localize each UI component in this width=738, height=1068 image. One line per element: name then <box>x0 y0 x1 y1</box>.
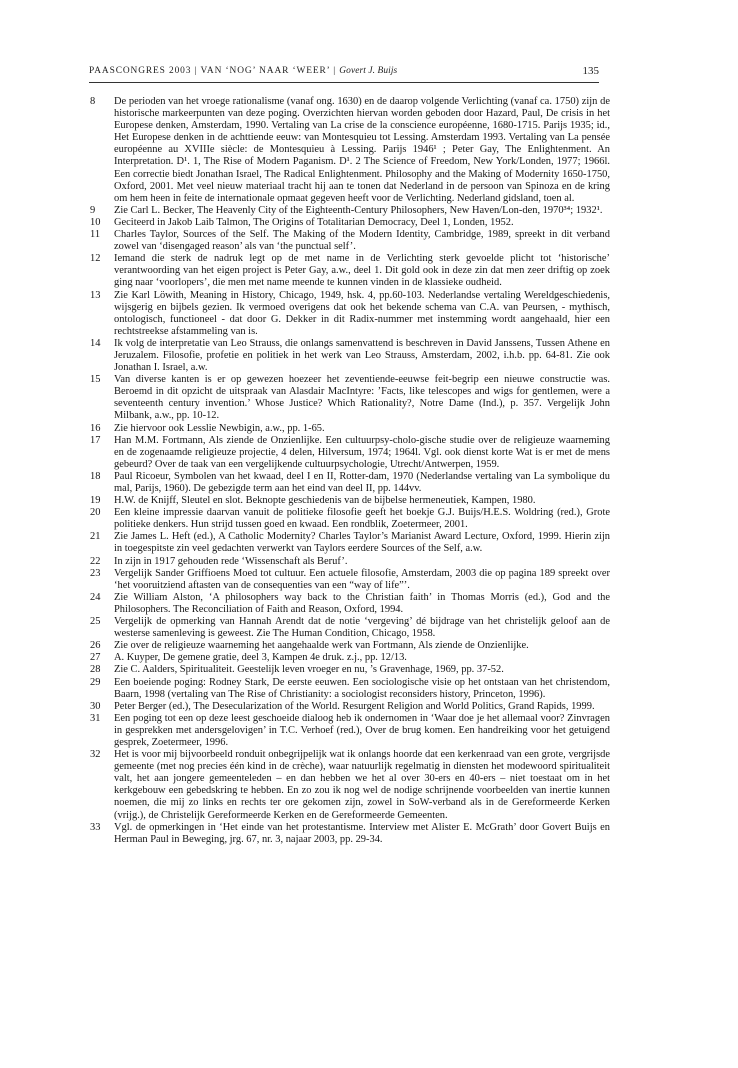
endnote-text: In zijn in 1917 gehouden rede ‘Wissenschaft als Beruf’. <box>114 555 348 567</box>
endnote-text: Han M.M. Fortmann, Als ziende de Onzienlijke. Een cultuurpsy-cholo-gische studie over de religieuze waarneming en de zogenaamde religieuze projectie, 4 delen, Hilversum, 1974; 1964l. Vgl. ook dienst korte Wat is er met de mens gebeurd? Over de taak van een vergelijkende cultuurpsychologie, Utrecht/Antwerpen, 1959. <box>114 434 610 470</box>
endnote <box>90 423 610 435</box>
endnote-text: Zie over de religieuze waarneming het aangehaalde werk van Fortmann, Als ziende de Onzienlijke. <box>114 640 529 652</box>
endnote-number: 18 <box>90 470 101 482</box>
endnote-text: Het is voor mij bijvoorbeeld ronduit onbegrijpelijk wat ik onlangs hoorde dat een kerkenraad van een grote, vergrijsde gemeente (met nog precies één kind in de crèche), waar natuurlijk regelmatig in diensten het modewoord spiritualiteit valt, het aan jongere gemeenteleden – en dan hebben we het al over 30-ers en 40-ers – niet toestaat om in het kerkgebouw een gebedskring te hebben. En zo zou ik nog wel de nodige schrijnende voorbeelden van inertie kunnen noemen, die mij zo links en rechts ter ore gekomen zijn, zowel in SoW-verband als in de Gereformeerde Kerken (vrijg.), de Christelijk Gereformeerde Kerken en de Gereformeerde Gemeenten. <box>114 749 610 821</box>
endnote-number: 25 <box>90 616 101 628</box>
endnote <box>90 713 610 749</box>
endnote-text: Paul Ricoeur, Symbolen van het kwaad, deel I en II, Rotter-dam, 1970 (Nederlandse vertaling van La symbolique du mal, Parijs, 1960). De gebezigde term aan het eind van deel II, pp. 144vv. <box>114 470 610 494</box>
endnote-text: Zie Carl L. Becker, The Heavenly City of the Eighteenth-Century Philosophers, New Haven/Lon-den, 1970³⁴; 1932¹. <box>114 204 603 216</box>
endnote-number: 12 <box>90 253 101 265</box>
endnote-text: Een boeiende poging: Rodney Stark, De eerste eeuwen. Een sociologische visie op het ontstaan van het christendom, Baarn, 1998 (vertaling van The Rise of Christianity: a sociologist reconsiders history, Princeton, 1996). <box>114 676 610 700</box>
running-header <box>89 66 599 82</box>
endnote-text: Zie C. Aalders, Spiritualiteit. Geestelijk leven vroeger en nu, ’s Gravenhage, 1969, pp. 37-52. <box>114 664 504 676</box>
endnote-number: 26 <box>90 640 101 652</box>
endnote-number: 11 <box>90 229 101 241</box>
endnote-number: 22 <box>90 555 101 567</box>
endnote <box>90 749 610 822</box>
endnote-number: 17 <box>90 434 101 446</box>
endnote-number: 32 <box>90 749 101 761</box>
endnote-text: Vergelijk de opmerking van Hannah Arendt dat de notie ‘vergeving’ dé bijdrage van het christelijk geloof aan de westerse samenleving is geweest. Zie The Human Condition, Chicago, 1958. <box>114 616 610 640</box>
endnote <box>90 616 610 640</box>
endnote-number: 19 <box>90 495 101 507</box>
endnote-number: 28 <box>90 664 101 676</box>
endnote-text: Een kleine impressie daarvan vanuit de politieke filosofie geeft het boekje G.J. Buijs/H.E.S. Woldring (red.), Grote politieke denkers. Hun strijd tussen goed en kwaad. Een rondblik, Zoetermeer, 2001. <box>114 507 610 531</box>
endnote-number: 29 <box>90 676 101 688</box>
endnote-number: 15 <box>90 374 101 386</box>
endnote <box>90 290 610 338</box>
endnote-text: Zie Karl Löwith, Meaning in History, Chicago, 1949, hsk. 4, pp.60-103. Nederlandse vertaling Wereldgeschiedenis, wijsgerig en bijbels gezien. Ik vermoed overigens dat ook het bekende schema van C.A. van Peursen, - mythisch, ontologisch, functioneel - dat door G. Dekker in dit Radix-nummer met instemming wordt aangehaald, hier een rechtstreekse afstammeling van is. <box>114 289 610 337</box>
endnote-text: A. Kuyper, De gemene gratie, deel 3, Kampen 4e druk. z.j., pp. 12/13. <box>114 652 407 664</box>
endnote-number: 13 <box>90 289 101 301</box>
endnote-number: 9 <box>90 204 96 216</box>
endnote-number: 23 <box>90 567 101 579</box>
endnote <box>90 338 610 374</box>
endnote <box>90 592 610 616</box>
endnote-text: Zie James L. Heft (ed.), A Catholic Modernity? Charles Taylor’s Marianist Award Lecture, Oxford, 1999. Hierin zijn in toegespitste zin veel gedachten verwerkt van Taylors eerdere Sources of the Self, a.w. <box>114 531 610 555</box>
endnote <box>90 374 610 422</box>
running-title: PAASCONGRES 2003 | VAN ‘NOG’ NAAR ‘WEER’ | <box>89 66 337 76</box>
endnote <box>90 652 610 664</box>
endnote <box>90 205 610 217</box>
endnote <box>90 822 610 846</box>
endnotes-list <box>90 96 610 846</box>
endnote <box>90 495 610 507</box>
endnote-text: Geciteerd in Jakob Laib Talmon, The Origins of Totalitarian Democracy, Deel 1, Londen, 1952. <box>114 216 514 228</box>
endnote <box>90 253 610 289</box>
header-rule <box>89 82 599 83</box>
endnote-number: 33 <box>90 821 101 833</box>
endnote-text: Zie William Alston, ‘A philosophers way back to the Christian faith’ in Thomas Morris (ed.), God and the Philosophers. The Reconciliation of Faith and Reason, Oxford, 1994. <box>114 591 610 615</box>
endnote <box>90 507 610 531</box>
endnote <box>90 556 610 568</box>
endnote-text: Ik volg de interpretatie van Leo Strauss, die onlangs samenvattend is beschreven in David Janssens, Tussen Athene en Jeruzalem. Filosofie, profetie en politiek in het werk van Leo Strauss, Amsterdam, 2002, i.h.b. pp. 64-81. Zie ook Jonathan I. Israel, a.w. <box>114 337 610 374</box>
header-title-line <box>89 66 397 76</box>
endnote <box>90 568 610 592</box>
endnote <box>90 531 610 555</box>
endnote-text: Iemand die sterk de nadruk legt op de met name in de Verlichting sterk gevoelde plicht tot ‘historische’ verantwoording van het eigen project is Peter Gay, a.w., deel 1. Dit gold ook in deze zin dat men zeer driftig op zoek ging naar ‘voorlopers’, die men met name meende te kunnen vinden in de klassieke oudheid. <box>114 253 610 289</box>
endnote-text: Een poging tot een op deze leest geschoeide dialoog heb ik ondernomen in ‘Waar doe je het allemaal voor? Zinvragen in gesprekken met andersgelovigen’ in T.C. Verhoef (red.), Over de brug komen. Een handreiking voor het getuigend gesprek, Zoetermeer, 1996. <box>114 712 610 748</box>
endnote-text: De perioden van het vroege rationalisme (vanaf ong. 1630) en de daarop volgende Verlichting (vanaf ca. 1750) zijn de historische markeerpunten van deze poging. Overzichten hiervan worden geboden door Hazard, Paul, De crisis in het Europese denken, Amsterdam, 1990. Vertaling van La crise de la conscience européenne, 1680-1715. Parijs 1935; id., Het Europese denken in de achttiende eeuw: van Montesquieu tot Lessing. Amsterdam 1993. Vertaling van La pensée européenne au XVIIIe siècle: de Montesquieu à Lessing. Parijs 1946¹ ; Peter Gay, The Enlightenment. An Interpretation. D¹. 1, The Rise of Modern Paganism. D¹. 2 The Science of Freedom, New York/Londen, 1977; 1966l. Een correctie biedt Jonathan Israel, The Radical Enlightenment. Philosophy and the Making of Modernity 1650-1750, Oxford, 2001. Met veel nieuw materiaal tracht hij aan te tonen dat Nederland in de persoon van Spinoza en de kring om hem heen in feite de internationale opmaat gegeven heeft voor de Verlichting. Nederland gidsland, toen al. <box>114 96 610 204</box>
endnote-number: 8 <box>90 96 96 107</box>
endnote-number: 20 <box>90 507 101 519</box>
endnote-text: Zie hiervoor ook Lesslie Newbigin, a.w., pp. 1-65. <box>114 422 325 434</box>
endnote <box>90 217 610 229</box>
endnote-number: 21 <box>90 531 101 543</box>
endnote-number: 27 <box>90 652 101 664</box>
endnote <box>90 677 610 701</box>
endnote-text: Van diverse kanten is er op gewezen hoezeer het zeventiende-eeuwse feit-begrip een nieuwe constructie was. Beroemd in dit opzicht de uitspraak van Alasdair MacIntyre: ’Facts, like telescopes and wigs for gentlemen, were a seventeenth century invention.’ Whose Justice? Which Rationality?, Notre Dame (Ind.), p. 357. Vergelijk John Milbank, a.w., pp. 10-12. <box>114 374 610 422</box>
endnote <box>90 664 610 676</box>
endnote-number: 14 <box>90 337 101 349</box>
endnote-text: Vergelijk Sander Griffioens Moed tot cultuur. Een actuele filosofie, Amsterdam, 2003 die op pagina 189 spreekt over ‘het vooruitziend aftasten van de consequenties van een “way of life”’. <box>114 567 610 591</box>
endnote-number: 30 <box>90 700 101 712</box>
endnote-number: 16 <box>90 422 101 434</box>
endnote-text: Charles Taylor, Sources of the Self. The Making of the Modern Identity, Cambridge, 1989, spreekt in dit verband zowel van ‘disengaged reason’ als van ‘the punctual self’. <box>114 229 610 253</box>
running-author: Govert J. Buijs <box>339 66 398 76</box>
endnote <box>90 229 610 253</box>
endnote-text: H.W. de Knijff, Sleutel en slot. Beknopte geschiedenis van de bijbelse hermeneutiek, Kampen, 1980. <box>114 495 536 507</box>
endnote-number: 31 <box>90 712 101 724</box>
endnote <box>90 640 610 652</box>
endnote <box>90 471 610 495</box>
endnote <box>90 435 610 471</box>
endnote-text: Peter Berger (ed.), The Desecularization of the World. Resurgent Religion and World Politics, Grand Rapids, 1999. <box>114 700 595 712</box>
endnote <box>90 96 610 205</box>
endnote-number: 10 <box>90 216 101 228</box>
page-number: 135 <box>582 65 599 77</box>
endnote-text: Vgl. de opmerkingen in ‘Het einde van het protestantisme. Interview met Alister E. McGrath’ door Govert Buijs en Herman Paul in Beweging, jrg. 67, nr. 3, najaar 2003, pp. 29-34. <box>114 821 610 845</box>
endnote <box>90 701 610 713</box>
endnote-number: 24 <box>90 591 101 603</box>
